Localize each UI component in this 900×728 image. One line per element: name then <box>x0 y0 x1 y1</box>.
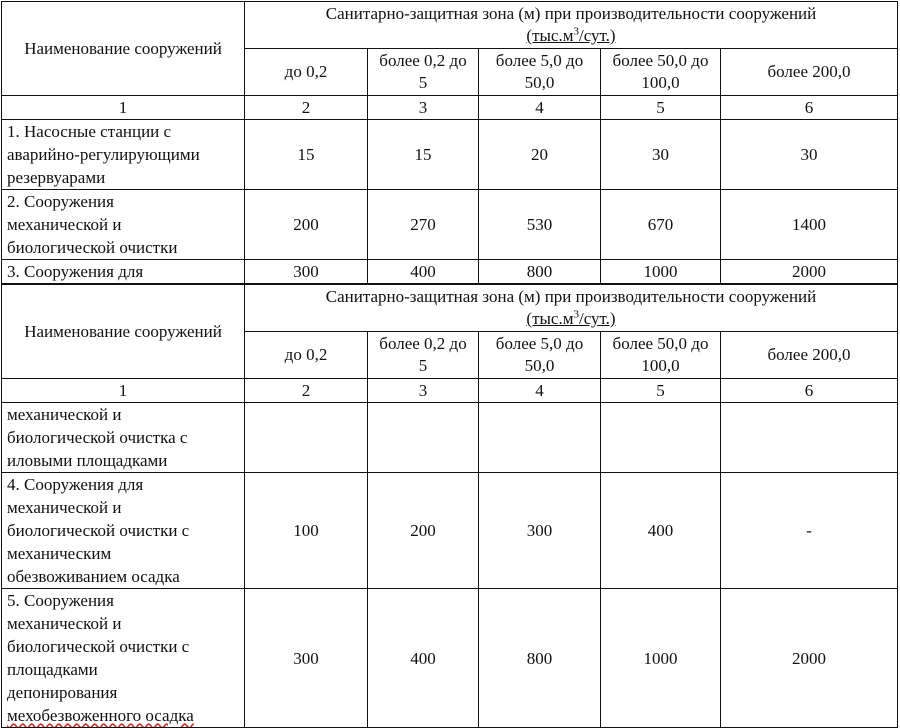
zone-header: Санитарно-защитная зона (м) при производительности сооружений $(тыс.м^3/сут.)$ <box>245 285 898 332</box>
column-number-cell: 5 <box>601 379 721 403</box>
zone-value-cell: 1400 <box>721 190 898 260</box>
zone-value-cell: 400 <box>601 473 721 589</box>
table-row <box>2 403 898 473</box>
zone-value-cell <box>601 403 721 473</box>
capacity-header-cell: более 50,0 до 100,0 <box>601 332 721 379</box>
capacity-header-cell: более 0,2 до 5 <box>368 49 479 96</box>
zone-unit: $(тыс.м^3/сут.)$ <box>526 308 616 328</box>
table-row <box>2 190 898 260</box>
column-number-row <box>2 379 898 403</box>
column-number-cell: 6 <box>721 96 898 120</box>
column-number-row <box>2 96 898 120</box>
column-number-cell: 3 <box>368 96 479 120</box>
zone-unit: $(тыс.м^3/сут.)$ <box>526 25 616 45</box>
zone-value-cell: 270 <box>368 190 479 260</box>
zone-value-cell: 800 <box>479 260 601 284</box>
facility-name-cell: механической и биологической очистка с иловыми площадками <box>2 403 245 473</box>
capacity-header-cell: более 5,0 до 50,0 <box>479 49 601 96</box>
zone-value-cell: 15 <box>245 120 368 190</box>
column-number-cell: 4 <box>479 379 601 403</box>
zone-value-cell: 1000 <box>601 589 721 728</box>
sanitary-zone-table-2 <box>1 284 898 728</box>
sanitary-zone-table-1 <box>1 1 898 284</box>
facility-name-cell: 1. Насосные станции с аварийно-регулирующими резервуарами <box>2 120 245 190</box>
capacity-header-cell: до 0,2 <box>245 332 368 379</box>
capacity-header-cell: более 5,0 до 50,0 <box>479 332 601 379</box>
zone-value-cell: 2000 <box>721 260 898 284</box>
zone-value-cell: 300 <box>245 589 368 728</box>
table-row <box>2 473 898 589</box>
column-number-cell: 4 <box>479 96 601 120</box>
zone-value-cell: 800 <box>479 589 601 728</box>
zone-value-cell: 30 <box>601 120 721 190</box>
column-number-cell: 1 <box>2 96 245 120</box>
zone-value-cell: 300 <box>479 473 601 589</box>
facility-name-cell: 5. Сооружения механической и биологической очистки с площадками депонирования мехобезвоженного осадка <box>2 589 245 728</box>
facility-name-cell: 4. Сооружения для механической и биологической очистки с механическим обезвоживанием осадка <box>2 473 245 589</box>
zone-value-cell <box>479 403 601 473</box>
zone-value-cell <box>368 403 479 473</box>
capacity-header-cell: более 200,0 <box>721 332 898 379</box>
column-number-cell: 5 <box>601 96 721 120</box>
table-row <box>2 589 898 728</box>
zone-value-cell <box>721 403 898 473</box>
zone-value-cell: 400 <box>368 589 479 728</box>
zone-value-cell: 20 <box>479 120 601 190</box>
capacity-header-cell: более 50,0 до 100,0 <box>601 49 721 96</box>
facility-name-cell: 2. Сооружения механической и биологической очистки <box>2 190 245 260</box>
zone-value-cell: 30 <box>721 120 898 190</box>
zone-value-cell: 15 <box>368 120 479 190</box>
capacity-header-cell: до 0,2 <box>245 49 368 96</box>
zone-value-cell <box>245 403 368 473</box>
name-column-header: Наименование сооружений <box>2 285 245 379</box>
capacity-header-cell: более 0,2 до 5 <box>368 332 479 379</box>
column-number-cell: 1 <box>2 379 245 403</box>
capacity-header-cell: более 200,0 <box>721 49 898 96</box>
name-column-header: Наименование сооружений <box>2 2 245 96</box>
table-row <box>2 260 898 284</box>
column-number-cell: 3 <box>368 379 479 403</box>
table-row <box>2 120 898 190</box>
zone-value-cell: 100 <box>245 473 368 589</box>
zone-value-cell: - <box>721 473 898 589</box>
facility-name-cell: 3. Сооружения для <box>2 260 245 284</box>
zone-header: Санитарно-защитная зона (м) при производительности сооружений $(тыс.м^3/сут.)$ <box>245 2 898 49</box>
zone-value-cell: 300 <box>245 260 368 284</box>
column-number-cell: 2 <box>245 379 368 403</box>
zone-value-cell: 1000 <box>601 260 721 284</box>
column-number-cell: 2 <box>245 96 368 120</box>
column-number-cell: 6 <box>721 379 898 403</box>
zone-value-cell: 2000 <box>721 589 898 728</box>
zone-value-cell: 200 <box>245 190 368 260</box>
zone-value-cell: 400 <box>368 260 479 284</box>
zone-value-cell: 670 <box>601 190 721 260</box>
zone-value-cell: 530 <box>479 190 601 260</box>
zone-value-cell: 200 <box>368 473 479 589</box>
